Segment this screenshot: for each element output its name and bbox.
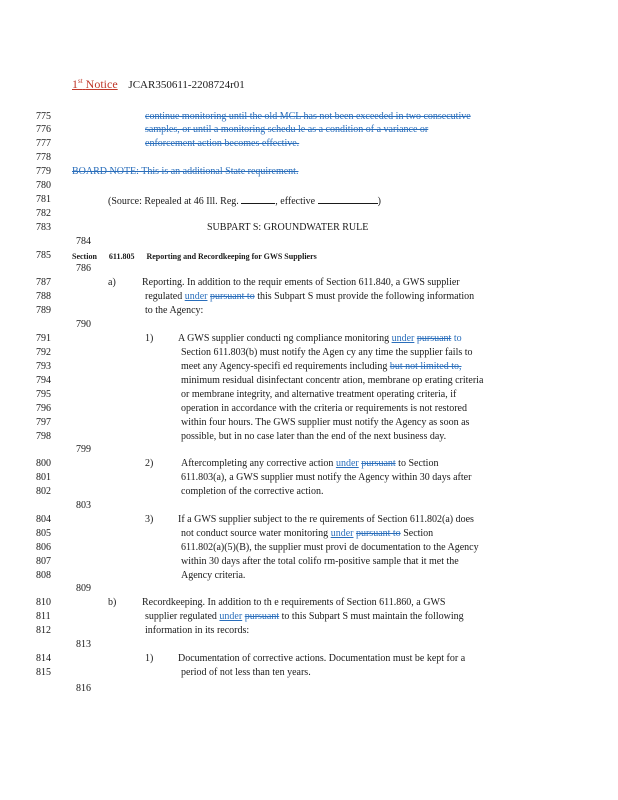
line-number: 799 bbox=[76, 444, 91, 455]
page-header bbox=[72, 77, 245, 92]
line-number: 800 bbox=[36, 458, 51, 469]
line-number: 791 bbox=[36, 333, 51, 344]
line-number: 785 bbox=[36, 250, 51, 261]
source-note: (Source: Repealed at 46 Ill. Reg. , effective ) bbox=[108, 196, 381, 207]
body-text: Reporting. In addition to the requir ements of Section 611.840, a GWS supplier bbox=[142, 277, 460, 288]
line-number: 815 bbox=[36, 667, 51, 678]
line-number: 805 bbox=[36, 528, 51, 539]
body-text: operation in accordance with the criteria or requirements is not restored bbox=[181, 403, 467, 414]
line-number: 810 bbox=[36, 597, 51, 608]
line-number: 783 bbox=[36, 222, 51, 233]
body-text: to the Agency: bbox=[145, 305, 204, 316]
line-number: 780 bbox=[36, 180, 51, 191]
list-marker: 2) bbox=[145, 458, 154, 469]
line-number: 796 bbox=[36, 403, 51, 414]
line-number: 806 bbox=[36, 542, 51, 553]
line-number: 782 bbox=[36, 208, 51, 219]
body-text: regulated under pursuant to this Subpart S must provide the following information bbox=[145, 291, 475, 302]
line-number: 786 bbox=[76, 263, 91, 274]
line-number: 802 bbox=[36, 486, 51, 497]
line-number: 793 bbox=[36, 361, 51, 372]
line-number: 808 bbox=[36, 570, 51, 581]
line-number: 778 bbox=[36, 152, 51, 163]
line-number: 784 bbox=[76, 236, 91, 247]
body-text: Documentation of corrective actions. Documentation must be kept for a bbox=[178, 653, 466, 664]
body-text: Aftercompleting any corrective action under pursuant to Section bbox=[181, 458, 439, 469]
notice-label: 1st Notice bbox=[72, 77, 118, 91]
line-number: 787 bbox=[36, 277, 51, 288]
line-number: 814 bbox=[36, 653, 51, 664]
body-text: 611.802(a)(5)(B), the supplier must provi de documentation to the Agency bbox=[181, 542, 479, 553]
body-text: A GWS supplier conducti ng compliance monitoring under pursuant to bbox=[178, 333, 462, 344]
deleted-text: continue monitoring until the old MCL has not been exceeded in two consecutive bbox=[145, 111, 471, 122]
line-number: 804 bbox=[36, 514, 51, 525]
line-number: 789 bbox=[36, 305, 51, 316]
line-number: 803 bbox=[76, 500, 91, 511]
line-number: 816 bbox=[76, 683, 91, 694]
list-marker: 1) bbox=[145, 333, 154, 344]
line-number: 812 bbox=[36, 625, 51, 636]
body-text: within 30 days after the total colifo rm-positive sample that it met the bbox=[181, 556, 459, 567]
subpart-heading: SUBPART S: GROUNDWATER RULE bbox=[207, 222, 369, 233]
body-text: or membrane integrity, and alternative treatment operating criteria, if bbox=[181, 389, 457, 400]
list-marker: 1) bbox=[145, 653, 154, 664]
line-number: 809 bbox=[76, 583, 91, 594]
body-text: information in its records: bbox=[145, 625, 250, 636]
line-number: 775 bbox=[36, 111, 51, 122]
body-text: 611.803(a), a GWS supplier must notify the Agency within 30 days after bbox=[181, 472, 472, 483]
body-text: within four hours. The GWS supplier must notify the Agency as soon as bbox=[181, 417, 470, 428]
body-text: completion of the corrective action. bbox=[181, 486, 324, 497]
board-note: BOARD NOTE: This is an additional State requirement. bbox=[72, 166, 299, 177]
body-text: period of not less than ten years. bbox=[181, 667, 311, 678]
line-number: 813 bbox=[76, 639, 91, 650]
body-text: If a GWS supplier subject to the re quirements of Section 611.802(a) does bbox=[178, 514, 474, 525]
body-text: Recordkeeping. In addition to th e requirements of Section 611.860, a GWS bbox=[142, 597, 446, 608]
line-number: 798 bbox=[36, 431, 51, 442]
line-number: 794 bbox=[36, 375, 51, 386]
body-text: Section 611.803(b) must notify the Agen cy any time the supplier fails to bbox=[181, 347, 473, 358]
list-marker: 3) bbox=[145, 514, 154, 525]
line-number: 776 bbox=[36, 124, 51, 135]
deleted-text: samples, or until a monitoring schedu le as a condition of a variance or bbox=[145, 124, 429, 135]
line-number: 795 bbox=[36, 389, 51, 400]
line-number: 807 bbox=[36, 556, 51, 567]
body-text: meet any Agency-specifi ed requirements including but not limited to, bbox=[181, 361, 462, 372]
line-number: 788 bbox=[36, 291, 51, 302]
body-text: not conduct source water monitoring under pursuant to Section bbox=[181, 528, 434, 539]
body-text: minimum residual disinfectant concentr ation, membrane op erating criteria bbox=[181, 375, 484, 386]
list-marker: a) bbox=[108, 277, 116, 288]
line-number: 779 bbox=[36, 166, 51, 177]
body-text: possible, but in no case later than the end of the next business day. bbox=[181, 431, 447, 442]
line-number: 781 bbox=[36, 194, 51, 205]
line-number: 790 bbox=[76, 319, 91, 330]
deleted-text: enforcement action becomes effective. bbox=[145, 138, 300, 149]
body-text: Agency criteria. bbox=[181, 570, 246, 581]
document-code: JCAR350611-2208724r01 bbox=[128, 79, 245, 91]
line-number: 792 bbox=[36, 347, 51, 358]
line-number: 801 bbox=[36, 472, 51, 483]
body-text: supplier regulated under pursuant to this Subpart S must maintain the following bbox=[145, 611, 464, 622]
section-heading: Section 611.805 Reporting and Recordkeeping for GWS Suppliers bbox=[72, 252, 317, 261]
line-number: 777 bbox=[36, 138, 51, 149]
line-number: 797 bbox=[36, 417, 51, 428]
line-number: 811 bbox=[36, 611, 51, 622]
list-marker: b) bbox=[108, 597, 117, 608]
